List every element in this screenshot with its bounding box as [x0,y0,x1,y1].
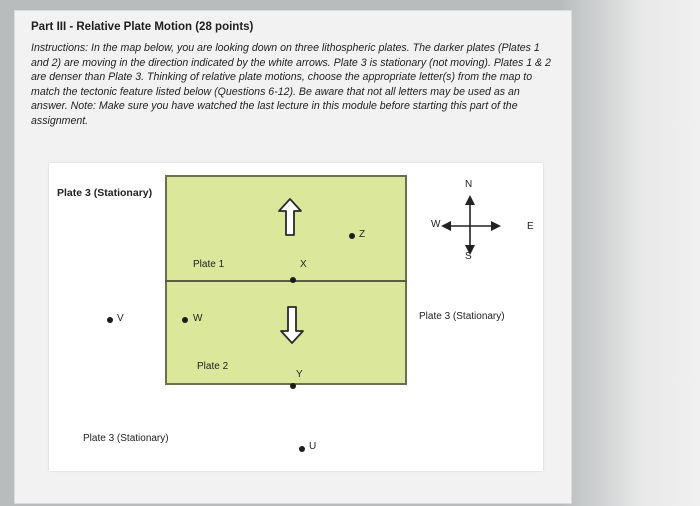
section-heading: Part III - Relative Plate Motion (28 points) [31,21,254,33]
point-y-label: Y [296,369,303,380]
compass-north-label: N [465,179,473,190]
plate1-label: Plate 1 [193,259,225,270]
plate3-label-bottom-left: Plate 3 (Stationary) [83,433,169,444]
instructions-text: Instructions: In the map below, you are looking down on three lithospheric plates. The darker plates (Plates 1 and 2) are moving in the direction indicated by the white arrows. Plate 3 is stationary (not moving). Plates 1 & 2 are denser than Plate 3. Thinking of relative plate motions, choose the appropriate letter(s) from the map to match the tectonic feature listed below (Questions 6-12). Be aware that not all letters may be used as an answer. Note: Make sure you have watched the last lecture in this module before starting this part of the assignment. [31,42,551,127]
point-z-label: Z [359,229,366,240]
plate3-label-right: Plate 3 (Stationary) [419,311,505,322]
plate2-label: Plate 2 [197,361,229,372]
point-u-dot [299,446,305,452]
plate2-motion-arrow-icon [279,305,305,345]
plate3-label-top-left: Plate 3 (Stationary) [57,187,153,199]
assignment-page [14,10,572,504]
point-y-dot [290,383,296,389]
point-v-dot [107,317,113,323]
point-u-label: U [309,441,317,452]
plate-map-figure [49,163,543,471]
point-x-dot [290,277,296,283]
compass-west-label: W [431,219,441,230]
plate1-motion-arrow-icon [277,197,303,237]
point-w-label: W [193,313,203,324]
point-z-dot [349,233,355,239]
point-v-label: V [117,313,124,324]
compass-south-label: S [465,251,472,262]
point-x-label: X [300,259,307,270]
screen-glare [560,0,700,506]
plate-boundary-line [165,280,407,282]
point-w-dot [182,317,188,323]
compass-east-label: E [527,221,534,232]
